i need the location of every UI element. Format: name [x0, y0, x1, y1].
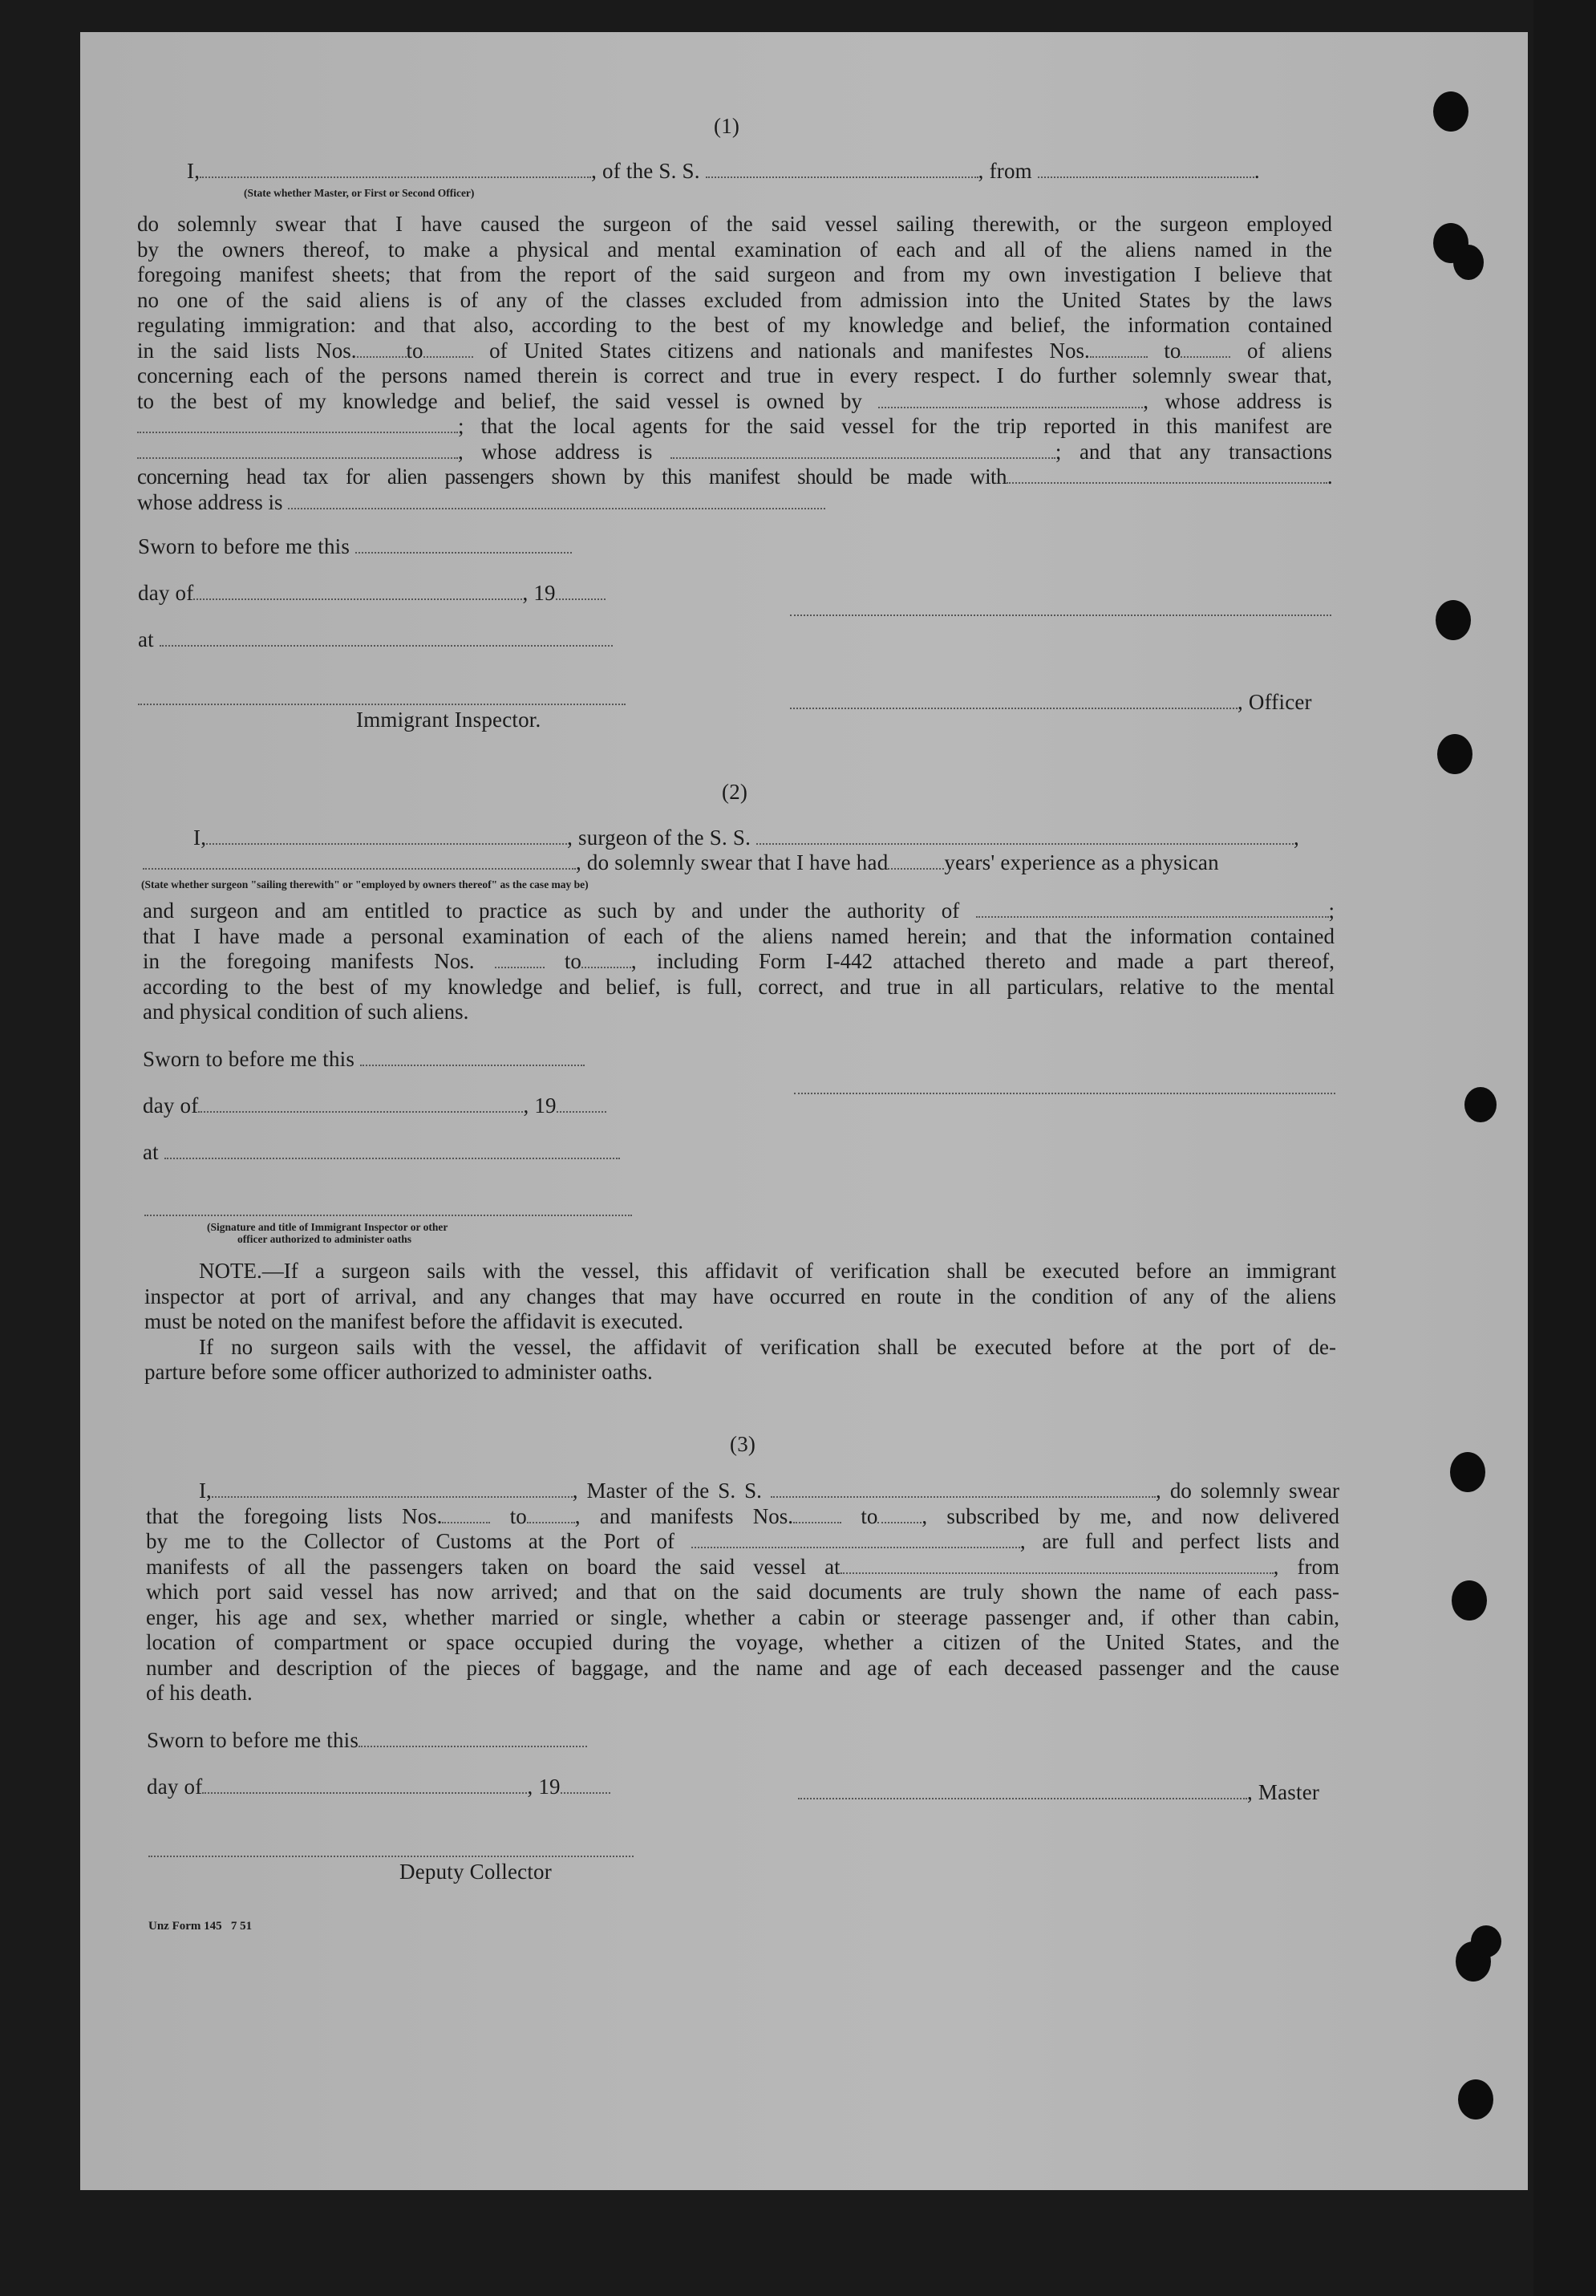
note-line: parture before some officer authorized to administer oaths. [144, 1360, 653, 1384]
text: , including Form I-442 attached thereto and made a part thereof, [630, 949, 1335, 973]
section2-sworn [143, 1047, 585, 1072]
text: . [1254, 159, 1260, 183]
para-line: foregoing manifest sheets; that from the report of the said surgeon and from my own investigation I believe that [137, 262, 1332, 286]
para-line [146, 1555, 1339, 1580]
para-line: according to the best of my knowledge and belief, is full, correct, and true in all particulars, relative to the mental [143, 974, 1335, 999]
punch-hole [1452, 1580, 1487, 1621]
para-line: by the owners thereof, to make a physical and mental examination of each and all of the aliens named in the [137, 237, 1332, 262]
text: day of [138, 581, 194, 605]
officer-signature-line-1 [790, 615, 1331, 616]
para-line [137, 464, 1332, 490]
text: at [138, 627, 154, 651]
text: Sworn to before me this [147, 1728, 359, 1752]
scan-border [1533, 0, 1596, 2296]
note-line: inspector at port of arrival, and any changes that may have occurred en route in the condition of any of the aliens [144, 1284, 1336, 1308]
para-line: concerning each of the persons named therein is correct and true in every respect. I do further solemnly swear that, [137, 363, 1332, 387]
section1-line1 [187, 159, 1260, 184]
para-line: which port said vessel has now arrived; and that on the said documents are truly shown the name of each pass- [146, 1580, 1339, 1604]
text: , [1294, 826, 1299, 850]
text: to [406, 338, 423, 363]
text: to [509, 1503, 527, 1528]
text: years' experience as a physican [944, 850, 1219, 874]
section3-paragraph [146, 1479, 1339, 1706]
text: . [1327, 464, 1332, 489]
text: , whose address is [458, 439, 653, 464]
text: , Master [1247, 1780, 1320, 1804]
text: , Master of the S. S. [572, 1479, 762, 1503]
text: , do solemnly swear [1156, 1479, 1340, 1503]
text: concerning head tax for alien passengers shown by this manifest should be made with [137, 464, 1007, 489]
section2-line1 [193, 826, 1299, 850]
para-line: do solemnly swear that I have caused the surgeon of the said vessel sailing therewith, or the surgeon employed [137, 212, 1332, 236]
form-number: Unz Form 145 7 51 [148, 1920, 253, 1933]
section3-day-of [147, 1775, 610, 1799]
text: , from [1273, 1554, 1339, 1579]
para-line [137, 414, 1332, 440]
text: by me to the Collector of Customs at the Port of [146, 1529, 675, 1553]
punch-hole [1436, 600, 1471, 640]
text: of aliens [1246, 338, 1333, 363]
surgeon-signature-line [794, 1093, 1335, 1094]
text: whose address is [137, 489, 283, 514]
text: in the foregoing manifests Nos. [143, 949, 475, 973]
text: manifests of all the passengers taken on board the said vessel at [146, 1554, 841, 1579]
punch-hole [1433, 91, 1468, 132]
para-line: no one of the said aliens is of any of the classes excluded from admission into the United States by the laws [137, 287, 1332, 312]
section2-at [143, 1140, 620, 1165]
section3-heading: (3) [730, 1432, 756, 1456]
punch-hole [1471, 1925, 1501, 1957]
text: ; [1328, 899, 1335, 923]
text: Sworn to before me this [138, 534, 350, 558]
text: , Officer [1238, 690, 1312, 714]
inspector-signature-line [138, 704, 626, 705]
section2-field-note: (State whether surgeon "sailing therewith" or "employed by owners thereof" as the case may be) [141, 878, 589, 890]
text: , 19 [527, 1775, 561, 1799]
text: to the best of my knowledge and belief, the said vessel is owned by [137, 388, 862, 413]
para-line [137, 339, 1332, 364]
text: , 19 [522, 581, 556, 605]
para-line: that I have made a personal examination of each of the aliens named herein; and that the information contained [143, 923, 1335, 948]
section2-sig-note-1: (Signature and title of Immigrant Inspector or other [207, 1221, 448, 1233]
para-line [146, 1529, 1339, 1555]
punch-hole [1437, 734, 1472, 774]
text: , of the S. S. [591, 159, 700, 183]
text: , and manifests Nos. [574, 1503, 794, 1528]
section2-note [144, 1259, 1336, 1385]
text: , from [978, 159, 1032, 183]
section1-field-note: (State whether Master, or First or Second Officer) [244, 187, 475, 199]
section1-day-of [138, 581, 606, 606]
text: I, [187, 159, 201, 183]
section1-heading: (1) [714, 114, 740, 138]
para-line [143, 899, 1335, 924]
section3-sworn [147, 1728, 587, 1753]
text: and surgeon and am entitled to practice as such by and under the authority of [143, 899, 960, 923]
text: Sworn to before me this [143, 1047, 355, 1071]
text: in the said lists Nos. [137, 338, 357, 363]
section1-paragraph [137, 212, 1332, 515]
section1-inspector-label: Immigrant Inspector. [356, 708, 541, 732]
text: I, [199, 1479, 212, 1503]
text: , are full and perfect lists and [1019, 1529, 1339, 1553]
text: , surgeon of the S. S. [567, 826, 751, 850]
section2-inspector-line [144, 1215, 632, 1216]
section2-paragraph [143, 899, 1335, 1025]
para-line: and physical condition of such aliens. [143, 1000, 469, 1024]
text: that the foregoing lists Nos. [146, 1503, 443, 1528]
para-line [146, 1479, 1339, 1504]
punch-hole [1453, 245, 1484, 280]
text: day of [147, 1775, 203, 1799]
text: at [143, 1140, 159, 1164]
section3-master [798, 1780, 1319, 1805]
text: , whose address is [1143, 388, 1333, 413]
para-line [137, 490, 1332, 516]
text: to [861, 1503, 878, 1528]
para-line [137, 440, 1332, 465]
para-line [143, 949, 1335, 975]
text: ; that the local agents for the said vessel for the trip reported in this manifest are [458, 414, 1332, 438]
note-line: If no surgeon sails with the vessel, the affidavit of verification shall be executed before at the port of de- [199, 1334, 1336, 1359]
punch-hole [1464, 1087, 1497, 1122]
section2-sig-note-2: officer authorized to administer oaths [237, 1233, 411, 1245]
section3-deputy-label: Deputy Collector [399, 1860, 552, 1884]
text: to [1164, 338, 1181, 363]
para-line: regulating immigration: and that also, according to the best of my knowledge and belief, the information contained [137, 313, 1332, 337]
text: , do solemnly swear that I have had [576, 850, 889, 874]
text: , 19 [523, 1093, 557, 1118]
section2-line2 [143, 850, 1219, 875]
para-line: location of compartment or space occupied during the voyage, whether a citizen of the United States, and the [146, 1630, 1339, 1654]
collector-signature-line [148, 1856, 634, 1857]
text: to [564, 949, 581, 973]
punch-hole [1450, 1452, 1485, 1492]
section1-sworn [138, 534, 572, 559]
para-line: enger, his age and sex, whether married or single, whether a cabin or steerage passenger and, if other than cabin, [146, 1604, 1339, 1629]
para-line: of his death. [146, 1681, 253, 1705]
para-line [137, 389, 1332, 415]
para-line [146, 1504, 1339, 1530]
punch-hole [1458, 2079, 1493, 2120]
note-line: NOTE.—If a surgeon sails with the vessel, this affidavit of verification shall be executed before an immigrant [199, 1259, 1336, 1283]
text: I, [193, 826, 207, 850]
text: ; and that any transactions [1055, 439, 1332, 464]
text: day of [143, 1093, 199, 1118]
section1-officer [790, 690, 1312, 715]
text: of United States citizens and nationals and manifestes Nos. [489, 338, 1090, 363]
section2-day-of [143, 1093, 606, 1118]
para-line: number and description of the pieces of baggage, and the name and age of each deceased passenger and the cause [146, 1655, 1339, 1680]
section1-at [138, 627, 613, 652]
text: , subscribed by me, and now delivered [922, 1503, 1340, 1528]
note-line: must be noted on the manifest before the affidavit is executed. [144, 1309, 684, 1333]
section2-heading: (2) [722, 780, 748, 804]
